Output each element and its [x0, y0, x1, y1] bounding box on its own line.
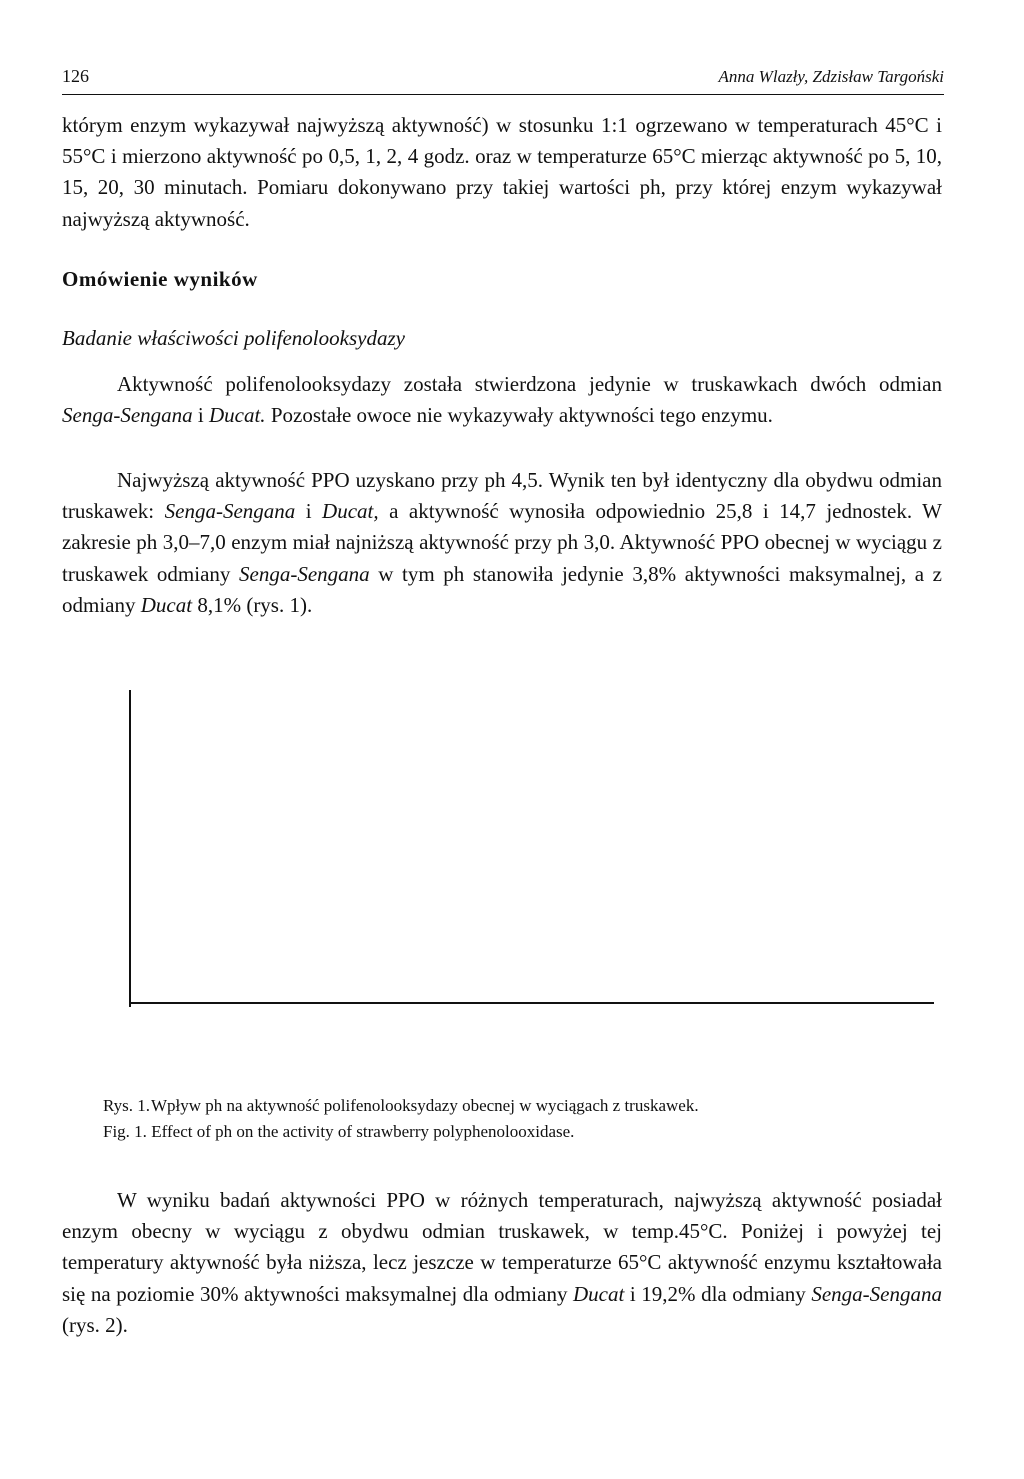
cultivar-name: Ducat, [322, 499, 379, 524]
cultivar-name: Ducat [140, 592, 193, 617]
text-run: a aktywność wynosiła odpowiednio 25,8 i 14,7 jednostek. W zakresie ph 3,0–7,0 enzym miał najniższą aktywność przy ph 3,0. Aktywność PPO obecnej w wyciągu z truskawek odmiany [62, 499, 942, 586]
figure-caption-label: Rys. 1. [103, 1096, 151, 1115]
paragraph-ph-optimum [62, 465, 942, 621]
figure-caption-label: Fig. 1. [103, 1122, 147, 1141]
figure-y-axis [129, 690, 131, 1002]
cultivar-name: Ducat [573, 1281, 625, 1306]
paragraph-temperature [62, 1185, 942, 1341]
text-run: 8,1% (rys. 1). [192, 592, 313, 617]
cultivar-name: Senga-Sengana [62, 403, 193, 428]
paragraph-ppo-presence [62, 369, 942, 431]
text-run: i [192, 403, 209, 428]
text-run: W wyniku badań aktywności PPO w różnych temperaturach, najwyższą aktywność posiadał enzym obecny w wyciągu z obydwu odmian truskawek, w temp.45°C. Poniżej i powyżej tej temperatury aktywność była niższa, lecz jeszcze w temperaturze 65°C aktywność enzymu kształtowała się na poziomie 30% aktywności maksymalnej dla odmiany [62, 1188, 942, 1306]
text-run: Aktywność polifenolooksydazy została stwierdzona jedynie w truskawkach dwóch odmian [117, 372, 942, 396]
cultivar-name: Senga-Sengana [164, 499, 296, 524]
cultivar-name: Ducat. [208, 403, 266, 428]
running-head-authors: Anna Wlazły, Zdzisław Targoński [718, 67, 944, 86]
figure-caption-text: Wpływ ph na aktywność polifenolooksydazy obecnej w wyciągach z truskawek. [150, 1096, 699, 1115]
running-head [62, 64, 944, 95]
cultivar-name: Senga-Sengana [811, 1281, 942, 1306]
figure-caption-text: Effect of ph on the activity of strawberry polyphenolooxidase. [151, 1122, 575, 1141]
figure-caption-pl [103, 1094, 953, 1118]
text-run: Pozostałe owoce nie wykazywały aktywności tego enzymu. [265, 403, 773, 428]
figure-caption-en [103, 1120, 953, 1144]
text-run: (rys. 2). [62, 1312, 128, 1337]
figure-1-plot-area [0, 680, 1024, 1020]
page-number: 126 [62, 66, 89, 86]
text-run: w tym ph stanowiła jedynie 3,8% aktywności maksymalnej, a z odmiany [62, 561, 943, 617]
figure-axis-tick [129, 1000, 131, 1007]
intro-paragraph: którym enzym wykazywał najwyższą aktywność) w stosunku 1:1 ogrzewano w temperaturach 45°C i 55°C i mierzono aktywność po 0,5, 1, 2, 4 godz. oraz w temperaturze 65°C mierząc aktywność po 5, 10, 15, 20, 30 minutach. Pomiaru dokonywano przy takiej wartości ph, przy której enzym wykazywał najwyższą aktywność. [62, 113, 942, 231]
text-run: i [295, 499, 323, 524]
text-run: Najwyższą aktywność PPO uzyskano przy ph 4,5. Wynik ten był identyczny dla obydwu odmian truskawek: [62, 468, 942, 524]
text-run: i 19,2% dla odmiany [624, 1281, 812, 1306]
figure-x-axis [129, 1002, 934, 1004]
cultivar-name: Senga-Sengana [239, 561, 370, 586]
section-title: Omówienie wyników [62, 267, 258, 291]
subsection-title: Badanie właściwości polifenolooksydazy [62, 326, 405, 350]
